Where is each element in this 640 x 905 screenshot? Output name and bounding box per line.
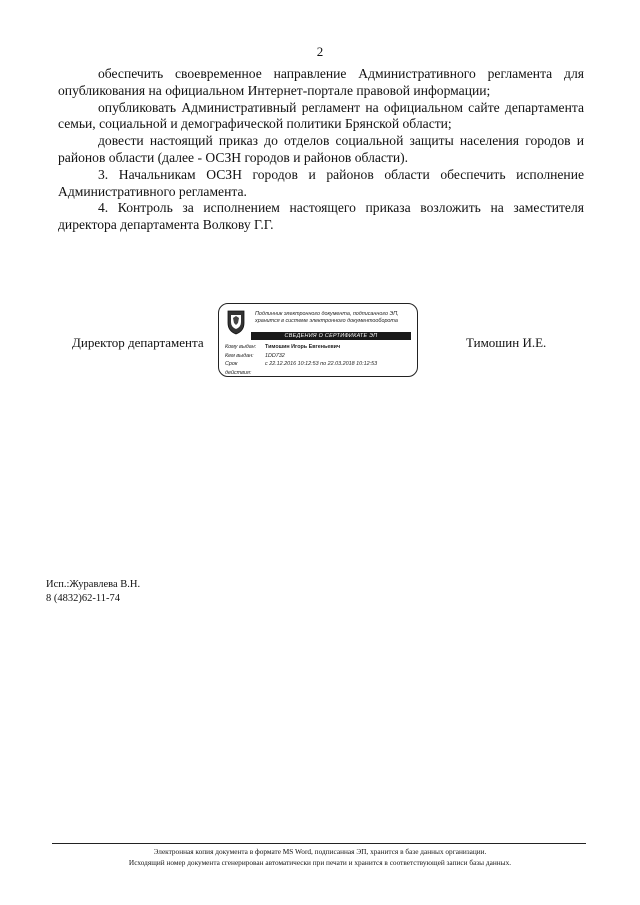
- footer-note: [20, 846, 620, 868]
- paragraph: 3. Начальникам ОСЗН городов и районов области обеспечить исполнение Административного регламента.: [58, 166, 584, 199]
- document-body: [58, 66, 584, 234]
- stamp-row: [225, 352, 413, 361]
- footer-line: Исходящий номер документа сгенерирован автоматически при печати и хранится в соответствующей записи базы данных.: [128, 858, 512, 867]
- coat-of-arms-icon: [225, 309, 247, 335]
- executor-name: Исп.:Журавлева В.Н.: [46, 579, 141, 590]
- stamp-row-value: Тимошин Игорь Евгеньевич: [265, 344, 341, 350]
- paragraph: опубликовать Административный регламент на официальном сайте департамента семьи, социальной и демографической политики Брянской области;: [58, 99, 584, 132]
- signer-name: Тимошин И.Е.: [466, 335, 547, 350]
- stamp-row-value: с 22.12.2016 10:12:53 по 22.03.2018 10:12:53: [265, 361, 378, 367]
- e-signature-stamp: [218, 303, 418, 377]
- paragraph: довести настоящий приказ до отделов социальной защиты населения городов и районов области (далее - ОСЗН городов и районов области).: [58, 133, 584, 165]
- stamp-header: [255, 311, 413, 324]
- stamp-row-label: Кем выдан:: [225, 352, 254, 359]
- stamp-header-line: Подлинник электронного документа, подписанного ЭП,: [255, 311, 399, 317]
- footer-divider: [52, 843, 586, 844]
- stamp-row-label: Кому выдан:: [225, 344, 257, 350]
- stamp-details: [225, 343, 413, 377]
- stamp-row: [225, 360, 413, 377]
- signer-position: Директор департамента: [72, 335, 204, 350]
- paragraph: 4. Контроль за исполнением настоящего приказа возложить на заместителя директора департамента Волкову Г.Г.: [58, 200, 584, 233]
- stamp-certificate-bar: СВЕДЕНИЯ О СЕРТИФИКАТЕ ЭП: [251, 332, 411, 340]
- stamp-row: [225, 343, 413, 352]
- executor-info: [46, 578, 140, 605]
- paragraph: обеспечить своевременное направление Административного регламента для опубликования на официальном Интернет-портале правовой информации;: [58, 66, 584, 98]
- stamp-header-line: хранится в системе электронного документооборота: [255, 317, 398, 324]
- page-number: 2: [316, 44, 324, 59]
- executor-phone: 8 (4832)62-11-74: [46, 592, 120, 604]
- stamp-row-value: 1DD732: [265, 352, 285, 359]
- stamp-row-label: Срок действия:: [225, 361, 252, 376]
- footer-line: Электронная копия документа в формате MS Word, подписанная ЭП, хранится в базе данных организации.: [153, 847, 487, 856]
